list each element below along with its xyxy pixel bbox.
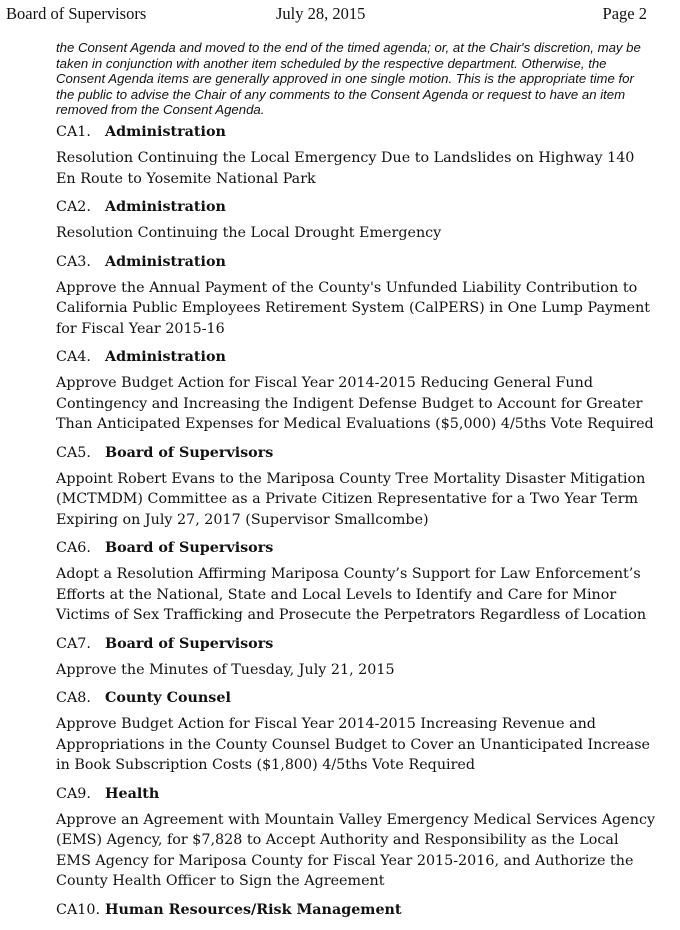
agenda-item-description: Resolution Continuing the Local Drought Emergency (56, 225, 442, 241)
agenda-item (56, 900, 656, 920)
agenda-item (56, 252, 656, 340)
agenda-item-heading (56, 538, 656, 558)
agenda-item (56, 122, 656, 189)
header-date: July 28, 2015 (276, 4, 366, 23)
agenda-item-description: Approve an Agreement with Mountain Valley Emergency Medical Services Agency (EMS) Agency, for $7,828 to Accept Authority and Responsibility as the Local EMS Agency for Mariposa County for Fiscal Year 2015-2016, and Authorize the County Health Officer to Sign the Agreement (56, 811, 656, 889)
agenda-item (56, 538, 656, 626)
agenda-item-heading (56, 443, 656, 463)
agenda-item-description: Approve the Annual Payment of the County's Unfunded Liability Contribution to California Public Employees Retirement System (CalPERS) in One Lump Payment for Fiscal Year 2015-16 (56, 279, 651, 337)
agenda-item-department: County Counsel (105, 690, 231, 706)
agenda-item-department: Administration (105, 349, 226, 365)
agenda-item-department: Administration (105, 253, 226, 270)
agenda-item-description: Appoint Robert Evans to the Mariposa County Tree Mortality Disaster Mitigation (MCTMDM) Committee as a Private Citizen Representative for a Two Year Term Expiring on July 27, 2017 (Supervisor Smallcombe) (56, 470, 646, 528)
agenda-item-description: Approve Budget Action for Fiscal Year 2014-2015 Reducing General Fund Contingency and Increasing the Indigent Defense Budget to Account for Greater Than Anticipated Expenses for Medical Evaluations ($5,000) 4/5ths Vote Required (56, 375, 654, 432)
agenda-item-description: Approve Budget Action for Fiscal Year 2014-2015 Increasing Revenue and Appropriations in the County Counsel Budget to Cover an Unanticipated Increase in Book Subscription Costs ($1,800) 4/5ths Vote Required (56, 716, 651, 773)
agenda-item-heading (56, 688, 656, 708)
agenda-item (56, 634, 656, 681)
agenda-item-heading (56, 347, 656, 367)
agenda-item-department: Administration (105, 124, 226, 140)
consent-agenda-intro: the Consent Agenda and moved to the end of the timed agenda; or, at the Chair's discretion, may be taken in conjunction with another item scheduled by the respective department. Otherwise, the Consent Agenda items are generally approved in one single motion. This is the appropriate time for the public to advise the Chair of any comments to the Consent Agenda or request to have an item removed from the Consent Agenda. (56, 40, 641, 117)
agenda-item-heading (56, 900, 656, 920)
agenda-item-description: Approve the Minutes of Tuesday, July 21, 2015 (56, 661, 395, 678)
agenda-item-department: Administration (105, 199, 226, 215)
page-header (0, 4, 680, 24)
agenda-item-code: CA7. (56, 635, 91, 652)
agenda-item-department: Board of Supervisors (105, 635, 274, 652)
agenda-item-heading (56, 197, 656, 217)
agenda-item-code: CA3. (56, 253, 91, 270)
header-organization: Board of Supervisors (6, 4, 147, 23)
agenda-item-department: Board of Supervisors (105, 444, 274, 461)
agenda-item-code: CA10. (56, 901, 101, 918)
agenda-item-heading (56, 784, 656, 804)
agenda-item-heading (56, 122, 656, 142)
agenda-item-code: CA9. (56, 785, 91, 802)
agenda-item-code: CA1. (56, 124, 91, 140)
agenda-item (56, 784, 656, 892)
agenda-item-department: Human Resources/Risk Management (105, 901, 402, 918)
agenda-item-code: CA2. (56, 199, 91, 215)
agenda-item-heading (56, 252, 656, 272)
agenda-item-code: CA6. (56, 540, 91, 556)
agenda-item-code: CA5. (56, 444, 91, 461)
agenda-item-description: Resolution Continuing the Local Emergency Due to Landslides on Highway 140 En Route to Yosemite National Park (56, 150, 635, 187)
agenda-item (56, 197, 656, 244)
agenda-item-code: CA8. (56, 690, 91, 706)
consent-agenda-list (56, 122, 656, 926)
agenda-item-description: Adopt a Resolution Affirming Mariposa County’s Support for Law Enforcement’s Efforts at the National, State and Local Levels to Identify and Care for Minor Victims of Sex Trafficking and Prosecute the Perpetrators Regardless of Location (56, 566, 647, 623)
agenda-item (56, 688, 656, 776)
agenda-item-heading (56, 634, 656, 654)
agenda-item-department: Board of Supervisors (105, 540, 274, 556)
agenda-item-department: Health (105, 785, 160, 802)
agenda-item (56, 347, 656, 435)
agenda-item (56, 443, 656, 531)
agenda-item-code: CA4. (56, 349, 91, 365)
header-page-number: Page 2 (602, 4, 647, 23)
